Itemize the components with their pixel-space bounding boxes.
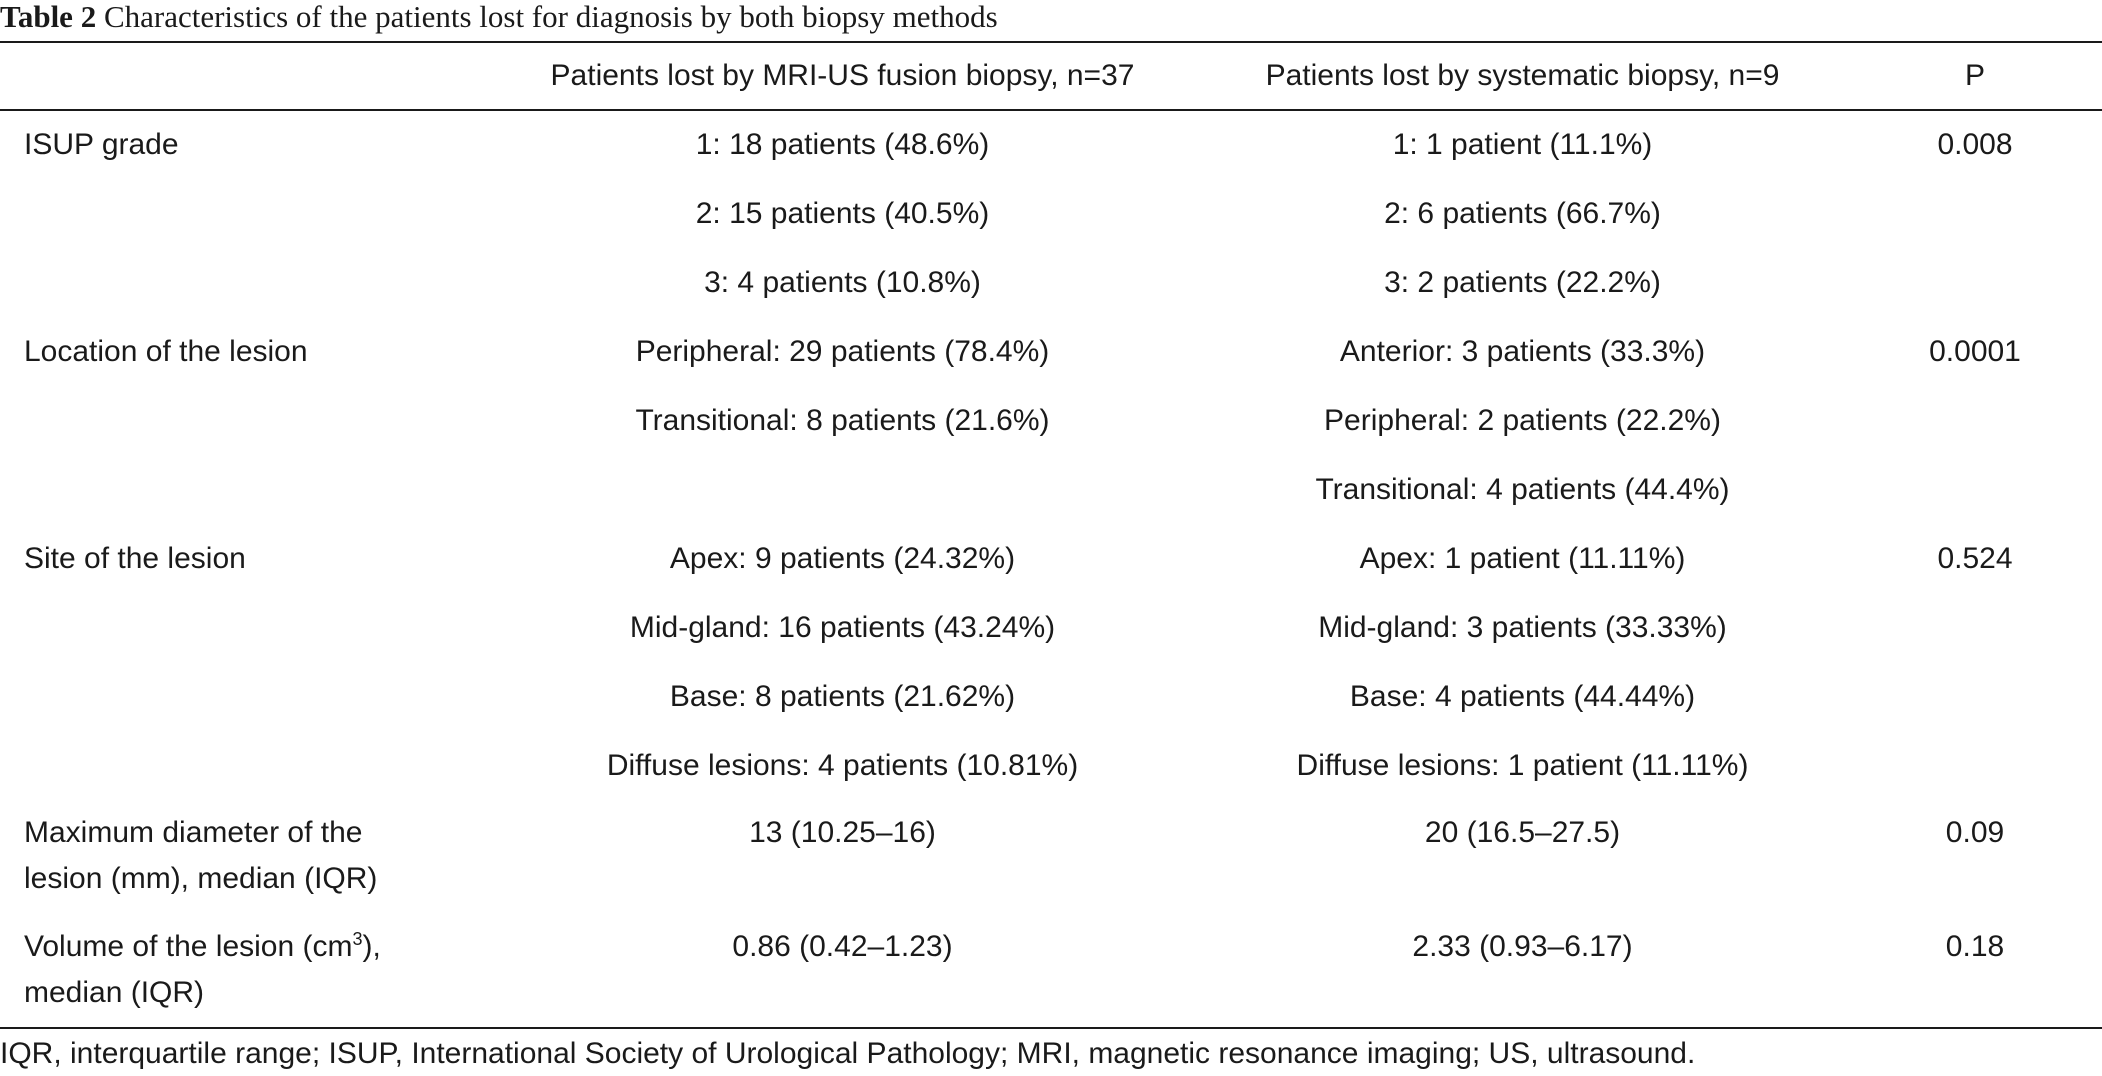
bottom-rule [0, 1027, 2102, 1029]
table-cell: Base: 4 patients (44.44%) [1349, 680, 1696, 713]
table-cell: Anterior: 3 patients (33.3%) [1339, 335, 1706, 368]
table-cell: Apex: 9 patients (24.32%) [669, 542, 1016, 575]
table-cell: 2: 15 patients (40.5%) [695, 197, 990, 230]
row-label-diameter-cont [24, 856, 377, 902]
table-cell: 1: 18 patients (48.6%) [695, 128, 990, 161]
p-value-isup: 0.008 [1937, 128, 2013, 161]
row-label-isup: ISUP grade [24, 128, 179, 161]
table-cell: 13 (10.25–16) [749, 816, 936, 849]
superscript-3: 3 [352, 929, 363, 949]
p-value-diameter: 0.09 [1945, 816, 2005, 849]
table-cell: Apex: 1 patient (11.11%) [1359, 542, 1686, 575]
table-cell: 0.86 (0.42–1.23) [732, 930, 953, 963]
table-cell: Diffuse lesions: 1 patient (11.11%) [1296, 749, 1749, 782]
row-label-volume [24, 924, 381, 970]
header-systematic: Patients lost by systematic biopsy, n=9 [1265, 59, 1780, 92]
table-cell: Mid-gland: 16 patients (43.24%) [629, 611, 1056, 644]
table-cell: Mid-gland: 3 patients (33.33%) [1318, 611, 1727, 644]
row-label-diameter-line2: lesion (mm), median (IQR) [24, 862, 378, 895]
table-cell: 3: 4 patients (10.8%) [704, 266, 981, 299]
table-cell: Transitional: 4 patients (44.4%) [1315, 473, 1730, 506]
table-title: Characteristics of the patients lost for diagnosis by both biopsy methods [103, 0, 998, 34]
table-cell: Base: 8 patients (21.62%) [669, 680, 1016, 713]
row-label-volume-cont [24, 970, 204, 1016]
table-cell: 3: 2 patients (22.2%) [1384, 266, 1661, 299]
header-mri-fusion: Patients lost by MRI-US fusion biopsy, n=37 [550, 59, 1135, 92]
top-rule [0, 41, 2102, 43]
table-cell: Diffuse lesions: 4 patients (10.81%) [606, 749, 1079, 782]
p-value-site: 0.524 [1937, 542, 2013, 575]
row-label-diameter-line1: Maximum diameter of the [24, 816, 363, 849]
row-label-volume-post: ), [362, 930, 381, 963]
row-label-volume-pre: Volume of the lesion (cm [24, 930, 353, 963]
row-label-volume-line2: median (IQR) [24, 976, 205, 1009]
p-value-location: 0.0001 [1929, 335, 2021, 368]
header-rule [0, 109, 2102, 111]
table-cell: Peripheral: 29 patients (78.4%) [635, 335, 1050, 368]
table-cell: 2: 6 patients (66.7%) [1384, 197, 1661, 230]
row-label-site: Site of the lesion [24, 542, 246, 575]
table-footnote: IQR, interquartile range; ISUP, International Society of Urological Pathology; MRI, magnetic resonance imaging; US, ultrasound. [0, 1037, 1696, 1070]
table-cell: 1: 1 patient (11.1%) [1392, 128, 1653, 161]
row-label-location: Location of the lesion [24, 335, 308, 368]
table-cell: Transitional: 8 patients (21.6%) [635, 404, 1050, 437]
header-p-value: P [1964, 59, 1985, 92]
table-cell: Peripheral: 2 patients (22.2%) [1324, 404, 1721, 437]
table-caption [0, 0, 998, 38]
table-cell: 2.33 (0.93–6.17) [1412, 930, 1633, 963]
table-cell: 20 (16.5–27.5) [1424, 816, 1621, 849]
table-label: Table 2 [0, 0, 97, 34]
p-value-volume: 0.18 [1945, 930, 2005, 963]
row-label-diameter [24, 810, 362, 856]
